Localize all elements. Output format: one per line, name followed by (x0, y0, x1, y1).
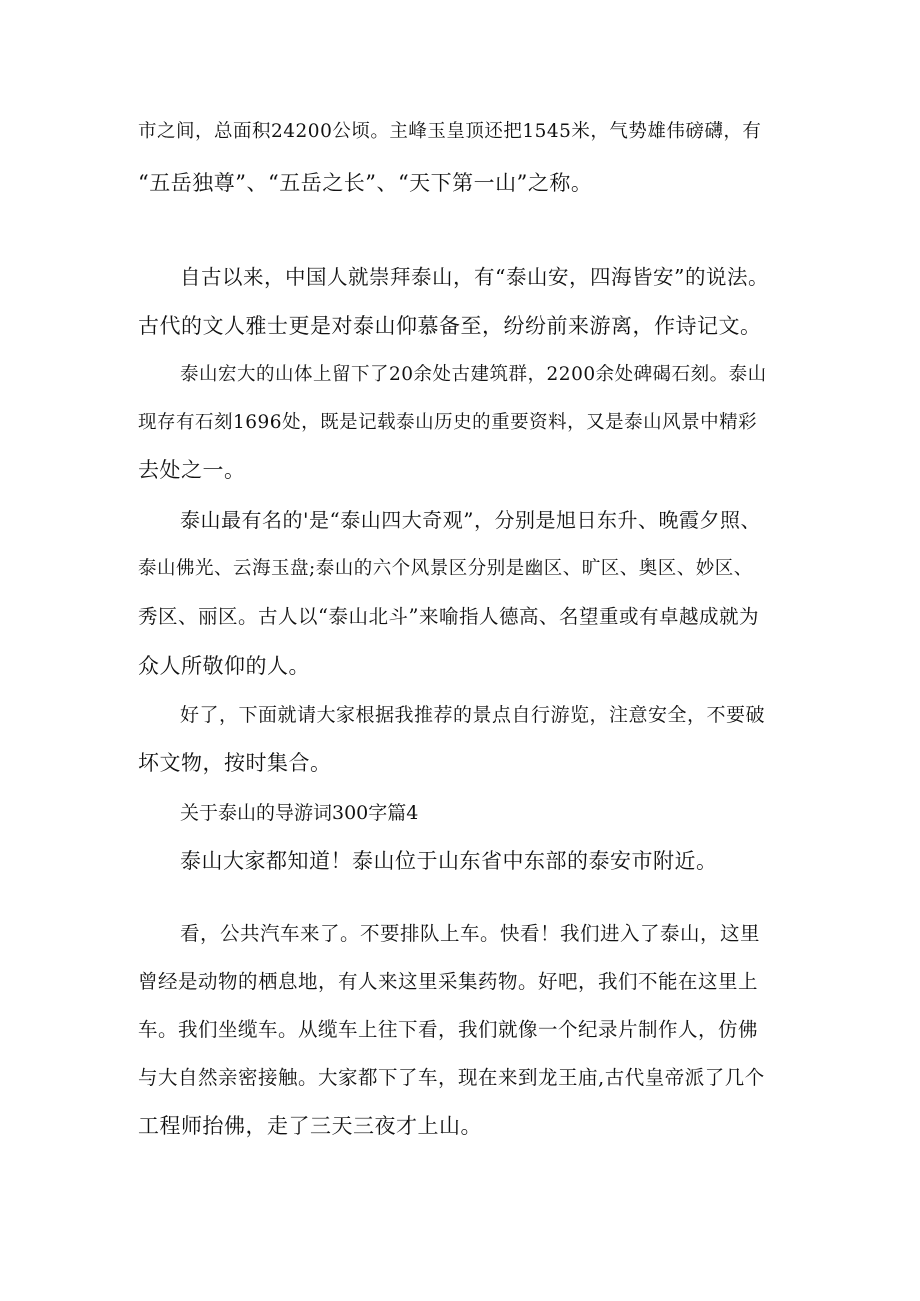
paragraph-line: 工程师抬佛，走了三天三夜才上山。 (138, 1114, 482, 1138)
paragraph-line: 曾经是动物的栖息地，有人来这里采集药物。好吧，我们不能在这里上 (138, 970, 759, 993)
paragraph-line: 秀区、丽区。古人以“泰山北斗”来喻指人德高、名望重或有卓越成就为 (138, 605, 759, 628)
paragraph-line: 古代的文人雅士更是对泰山仰慕备至，纷纷前来游离，作诗记文。 (138, 314, 762, 338)
paragraph-line: 市之间，总面积24200公顷。主峰玉皇顶还把1545米，气势雄伟磅礴，有 (138, 121, 762, 142)
paragraph-line: “五岳独尊”、“五岳之长”、“天下第一山”之称。 (138, 171, 593, 195)
paragraph-line: 好了，下面就请大家根据我推荐的景点自行游览，注意安全，不要破 (180, 704, 766, 726)
paragraph-line: 看，公共汽车来了。不要排队上车。快看！我们进入了泰山，这里 (180, 922, 761, 945)
paragraph-line: 坏文物，按时集合。 (138, 751, 332, 775)
paragraph-line: 泰山大家都知道！泰山位于山东省中东部的泰安市附近。 (180, 849, 718, 873)
paragraph-line: 泰山佛光、云海玉盘;泰山的六个风景区分别是幽区、旷区、奥区、妙区、 (138, 558, 753, 579)
paragraph-line: 去处之一。 (138, 458, 246, 482)
section-heading: 关于泰山的导游词300字篇4 (180, 802, 419, 824)
paragraph-line: 众人所敬仰的人。 (138, 654, 310, 678)
paragraph-line: 自古以来，中国人就崇拜泰山，有“泰山安，四海皆安”的说法。 (180, 265, 769, 289)
paragraph-line: 车。我们坐缆车。从缆车上往下看，我们就像一个纪录片制作人，仿佛 (138, 1018, 759, 1041)
paragraph-line: 泰山宏大的山体上留下了20余处古建筑群，2200余处碑碣石刻。泰山 (180, 364, 767, 385)
paragraph-line: 与大自然亲密接触。大家都下了车，现在来到龙王庙,古代皇帝派了几个 (138, 1066, 765, 1089)
paragraph-line: 现存有石刻1696处，既是记载泰山历史的重要资料，又是泰山风景中精彩 (138, 412, 758, 433)
paragraph-line: 泰山最有名的'是“泰山四大奇观”，分别是旭日东升、晚霞夕照、 (180, 508, 761, 532)
